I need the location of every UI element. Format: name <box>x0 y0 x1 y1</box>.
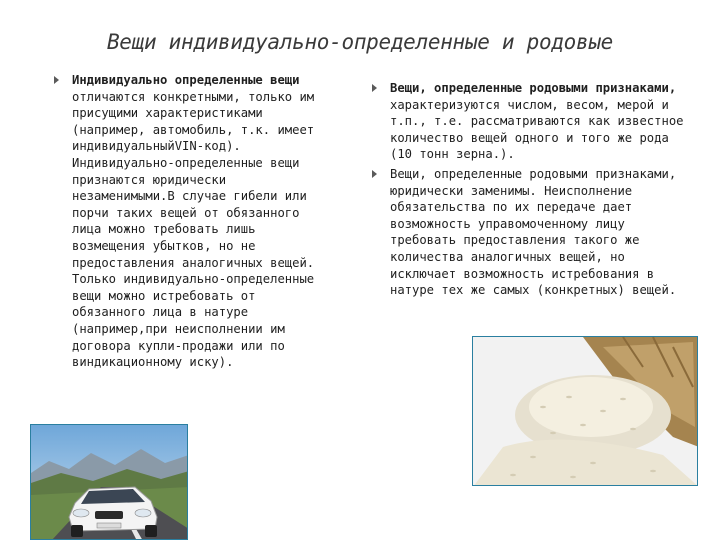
bullet-arrow-icon <box>372 170 377 178</box>
rice-image <box>473 337 698 486</box>
term-generic-things: Вещи, определенные родовыми признаками, <box>390 81 677 95</box>
generic-things-text: характеризуются числом, весом, мерой и т.п., т.е. рассматриваются как известное количество вещей одного и того же рода (10 тонн зерна.). <box>390 97 684 162</box>
individual-things-text: отличаются конкретными, только им присущими характеристиками (например, автомобиль, т.к. имеет индивидуальныйVIN-код). Индивидуально-определенные вещи признаются юридически незаменимыми.В случае гибели или порчи таких вещей от обязанного лица можно требовать лишь возмещения убытков, но не предоставления аналогичных вещей. Только индивидуально-определенные вещи можно истребовать от обязанного лица в натуре (например,при неисполнении им договора купли-продажи или по виндикационному иску). <box>72 89 315 370</box>
rice-photo <box>472 336 698 486</box>
bullet-arrow-icon <box>54 76 59 84</box>
bullet-individual-things <box>52 72 332 371</box>
generic-replaceable-text: Вещи, определенные родовыми признаками, юридически заменимы. Неисполнение обязательства по их передаче дает возможность управомоченному лицу требовать предоставления такого же количества аналогичных вещей, но исключает возможность истребования в натуре тех же самых (конкретных) вещей. <box>390 166 677 298</box>
car-photo <box>30 424 188 540</box>
bullet-generic-things <box>370 80 695 163</box>
bullet-generic-replaceable <box>370 166 695 299</box>
slide-title: Вещи индивидуально-определенные и родовые <box>106 30 614 54</box>
car-image <box>31 425 188 540</box>
left-column <box>52 72 332 374</box>
term-individual-things: Индивидуально определенные вещи <box>72 73 300 87</box>
right-column <box>370 80 695 302</box>
bullet-arrow-icon <box>372 84 377 92</box>
